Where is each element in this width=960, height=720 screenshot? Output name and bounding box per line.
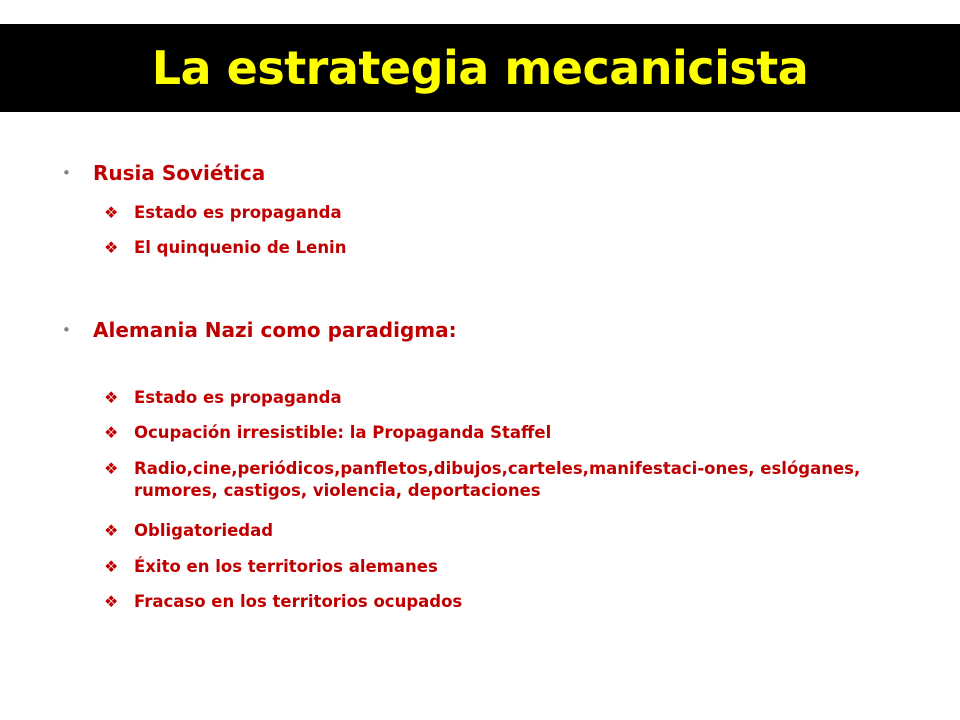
diamond-bullet-icon: ❖ xyxy=(104,592,119,611)
diamond-bullet-icon: ❖ xyxy=(104,459,119,478)
list-item xyxy=(104,591,462,613)
list-item-label: Estado es propaganda xyxy=(134,203,342,222)
diamond-bullet-icon: ❖ xyxy=(104,521,119,540)
list-item-label: El quinquenio de Lenin xyxy=(134,238,347,257)
diamond-bullet-icon: ❖ xyxy=(104,238,119,257)
slide-title: La estrategia mecanicista xyxy=(151,41,809,95)
section-heading-label: Alemania Nazi como paradigma: xyxy=(93,318,457,342)
list-item-label: Obligatoriedad xyxy=(134,521,274,540)
diamond-bullet-icon: ❖ xyxy=(104,388,119,407)
list-item xyxy=(104,520,273,542)
bullet-dot-icon: • xyxy=(62,164,71,182)
list-item xyxy=(104,202,342,224)
list-item xyxy=(104,422,551,444)
list-item-label: Ocupación irresistible: la Propaganda Staffel xyxy=(134,423,552,442)
bullet-dot-icon: • xyxy=(62,321,71,339)
list-item xyxy=(104,387,342,409)
list-item-label: Radio,cine,periódicos,panfletos,dibujos,carteles,manifestaci-ones, eslóganes, rumores, castigos, violencia, deportaciones xyxy=(134,459,861,500)
list-item xyxy=(104,237,346,259)
diamond-bullet-icon: ❖ xyxy=(104,203,119,222)
list-item-label: Éxito en los territorios alemanes xyxy=(134,557,438,576)
section-heading-label: Rusia Soviética xyxy=(93,161,266,185)
list-item xyxy=(104,556,438,578)
list-item xyxy=(104,458,894,502)
section-heading-alemania xyxy=(62,318,457,342)
diamond-bullet-icon: ❖ xyxy=(104,423,119,442)
list-item-label: Fracaso en los territorios ocupados xyxy=(134,592,463,611)
diamond-bullet-icon: ❖ xyxy=(104,557,119,576)
section-heading-rusia xyxy=(62,161,265,185)
list-item-label: Estado es propaganda xyxy=(134,388,342,407)
